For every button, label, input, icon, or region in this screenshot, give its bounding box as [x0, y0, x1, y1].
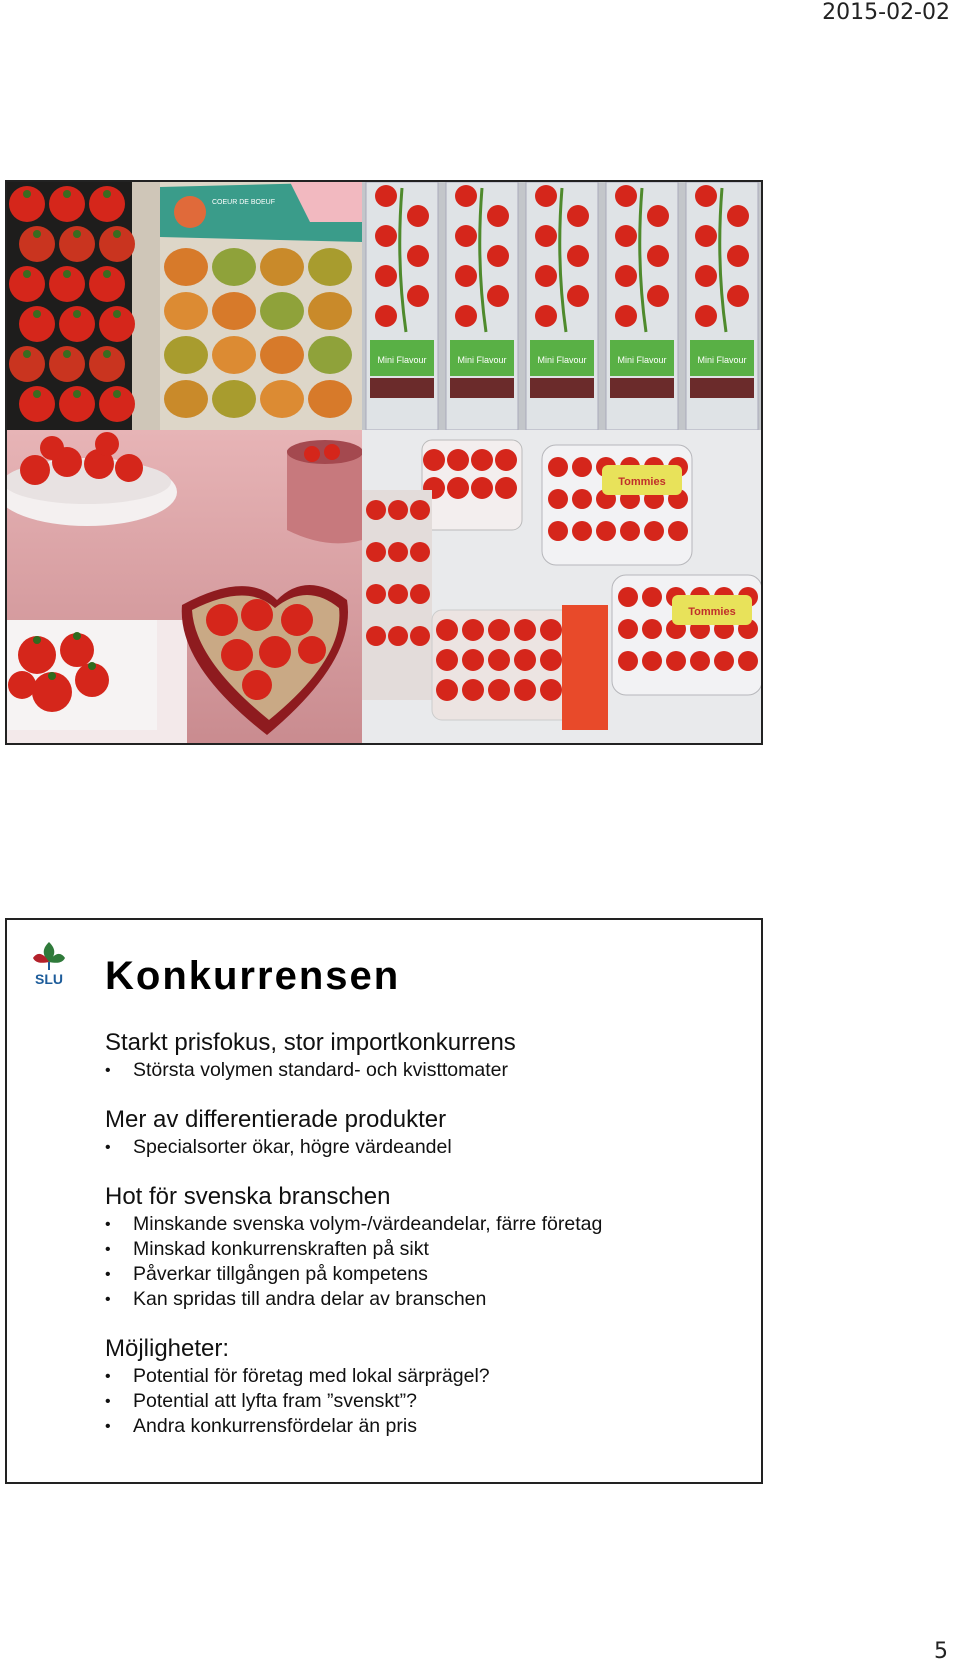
slide-photo-collage [5, 180, 763, 745]
photo-mini-flavour-packs [362, 182, 763, 430]
bullet-item: • Minskande svenska volym-/värdeandelar, färre företag [105, 1213, 603, 1235]
section-price-focus [105, 1028, 745, 1083]
bullet-item: • Specialsorter ökar, högre värdeandel [105, 1136, 452, 1158]
slide-content [105, 1028, 745, 1461]
photo-store-packaging [362, 430, 763, 745]
bullet-list [105, 1212, 745, 1312]
bullet-list [105, 1058, 745, 1083]
page-date: 2015-02-02 [822, 0, 950, 25]
section-opportunities [105, 1334, 745, 1439]
section-differentiated [105, 1105, 745, 1160]
section-heading: Möjligheter: [105, 1335, 230, 1362]
page-number: 5 [934, 1639, 948, 1664]
pack-label: Mini Flavour [697, 355, 747, 365]
tray-label: Tommies [688, 606, 736, 618]
bullet-item: • Potential för företag med lokal särprägel? [105, 1365, 490, 1387]
section-threats [105, 1182, 745, 1312]
slide-title: Konkurrensen [105, 954, 401, 998]
bullet-item: • Potential att lyfta fram ”svenskt”? [105, 1390, 417, 1412]
slide-konkurrensen [5, 918, 763, 1484]
photo-heirloom-tomato-crate [160, 182, 362, 430]
bullet-item: • Andra konkurrensfördelar än pris [105, 1415, 417, 1437]
bullet-item: • Kan spridas till andra delar av branschen [105, 1288, 487, 1310]
bullet-list [105, 1364, 745, 1439]
section-heading: Starkt prisfokus, stor importkonkurrens [105, 1029, 516, 1056]
bullet-item: • Påverkar tillgången på kompetens [105, 1263, 428, 1285]
slu-logo [25, 938, 73, 990]
photo-crate-red-tomatoes [7, 182, 160, 430]
bullet-list [105, 1135, 745, 1160]
section-heading: Hot för svenska branschen [105, 1183, 391, 1210]
tray-label: Tommies [618, 476, 666, 488]
bullet-item: • Största volymen standard- och kvisttomater [105, 1059, 508, 1081]
bullet-item: • Minskad konkurrenskraften på sikt [105, 1238, 429, 1260]
pack-label: Mini Flavour [617, 355, 667, 365]
pack-label: Mini Flavour [537, 355, 587, 365]
pack-label: Mini Flavour [377, 355, 427, 365]
section-heading: Mer av differentierade produkter [105, 1106, 447, 1133]
crate-label: COEUR DE BOEUF [212, 199, 276, 206]
photo-bowl-and-heart-box [7, 430, 362, 745]
pack-label: Mini Flavour [457, 355, 507, 365]
logo-text: SLU [35, 971, 63, 987]
